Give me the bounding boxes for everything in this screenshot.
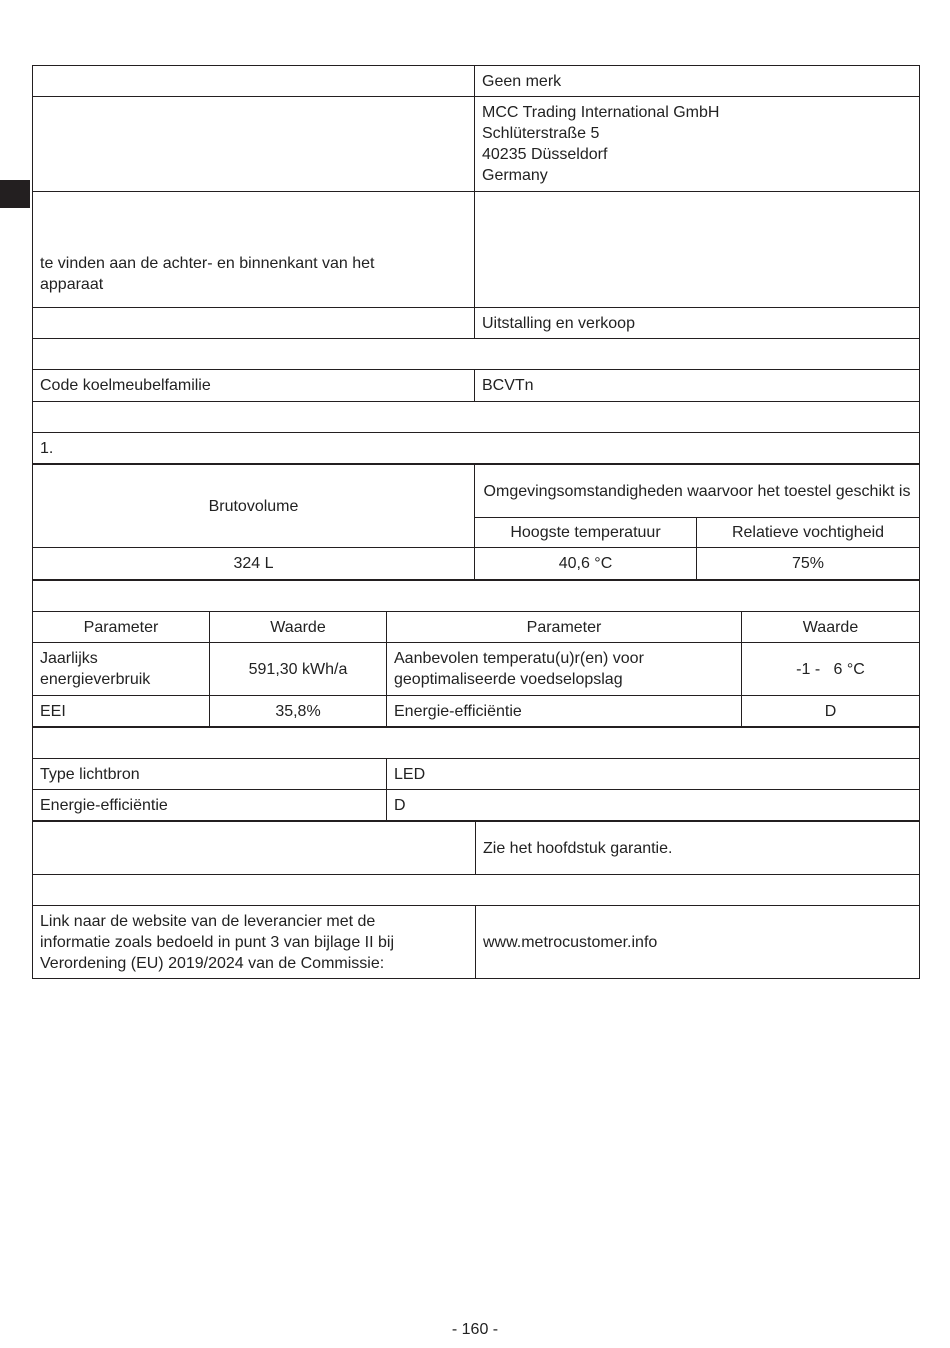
parameters-header-row	[33, 612, 920, 643]
parameter-value: D	[742, 696, 920, 727]
climate-values-row	[33, 548, 920, 580]
separator-row	[33, 402, 920, 433]
column-header: Waarde	[742, 612, 920, 643]
parameters-table	[32, 580, 920, 727]
gross-volume-label: Brutovolume	[33, 465, 475, 548]
separator-row	[33, 581, 920, 612]
light-efficiency-label: Energie-efficiëntie	[33, 790, 387, 821]
light-efficiency-value: D	[387, 790, 920, 821]
parameter-value: 35,8%	[210, 696, 387, 727]
supplier-info-table	[32, 65, 920, 464]
brand-label-cell	[33, 66, 475, 97]
use-label-cell	[33, 308, 475, 339]
model-value-cell	[475, 192, 920, 308]
column-header: Waarde	[210, 612, 387, 643]
max-temperature-label: Hoogste temperatuur	[475, 518, 697, 548]
item-number: 1.	[33, 433, 920, 464]
separator-row	[33, 339, 920, 370]
supplier-address: MCC Trading International GmbH Schlüterstraße 5 40235 Düsseldorf Germany	[475, 97, 920, 192]
page-number: - 160 -	[451, 1321, 499, 1338]
parameter-name: Jaarlijks energieverbruik	[33, 643, 210, 696]
relative-humidity-value: 75%	[697, 548, 920, 580]
light-efficiency-row	[33, 790, 920, 821]
separator-row	[33, 728, 920, 759]
light-type-row	[33, 759, 920, 790]
brand-row	[33, 66, 920, 97]
climate-table	[32, 464, 920, 580]
relative-humidity-label: Relatieve vochtigheid	[697, 518, 920, 548]
model-identifier-label: te vinden aan de achter- en binnenkant van het apparaat	[33, 192, 475, 308]
parameter-name: EEI	[33, 696, 210, 727]
parameter-value: 591,30 kWh/a	[210, 643, 387, 696]
parameter-name: Aanbevolen temperatu(u)r(en) voor geoptimaliseerde voedselopslag	[387, 643, 742, 696]
warranty-table	[32, 821, 920, 979]
use-row	[33, 308, 920, 339]
warranty-value: Zie het hoofdstuk garantie.	[476, 822, 920, 875]
supplier-label-cell	[33, 97, 475, 192]
family-row	[33, 370, 920, 402]
separator-row	[33, 875, 920, 906]
gross-volume-value: 324 L	[33, 548, 475, 580]
column-header: Parameter	[33, 612, 210, 643]
ambient-conditions-label: Omgevingsomstandigheden waarvoor het toestel geschikt is	[475, 465, 920, 518]
family-code-value: BCVTn	[475, 370, 920, 402]
column-header: Parameter	[387, 612, 742, 643]
max-temperature-value: 40,6 °C	[475, 548, 697, 580]
light-type-label: Type lichtbron	[33, 759, 387, 790]
website-link[interactable]: www.metrocustomer.info	[476, 906, 920, 979]
warranty-row	[33, 822, 920, 875]
table-row	[33, 643, 920, 696]
model-row	[33, 192, 920, 308]
item-number-row	[33, 433, 920, 464]
parameter-name: Energie-efficiëntie	[387, 696, 742, 727]
warranty-label-cell	[33, 822, 476, 875]
section-tab-marker	[0, 180, 30, 208]
parameter-value: -1 - 6 °C	[742, 643, 920, 696]
family-code-label: Code koelmeubelfamilie	[33, 370, 475, 402]
use-value: Uitstalling en verkoop	[475, 308, 920, 339]
product-information-sheet	[32, 65, 919, 979]
supplier-row	[33, 97, 920, 192]
website-row	[33, 906, 920, 979]
website-label: Link naar de website van de leverancier met de informatie zoals bedoeld in punt 3 van bijlage II bij Verordening (EU) 2019/2024 van de Commissie:	[33, 906, 476, 979]
table-row	[33, 696, 920, 727]
light-source-table	[32, 727, 920, 821]
light-type-value: LED	[387, 759, 920, 790]
brand-value: Geen merk	[475, 66, 920, 97]
